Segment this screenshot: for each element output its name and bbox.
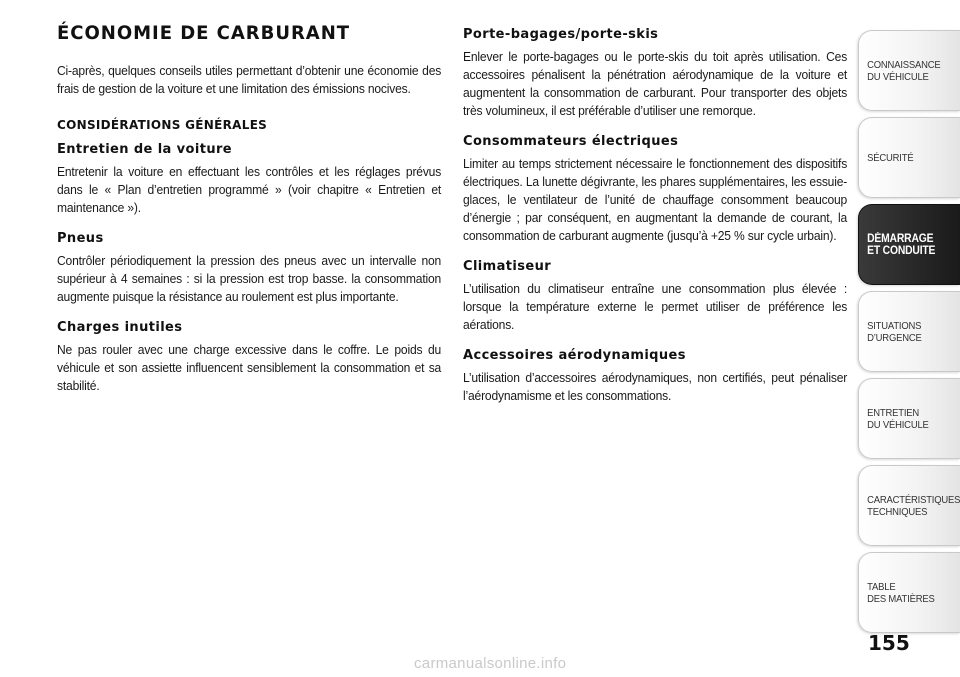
paragraph-pneus: Contrôler périodiquement la pression des pneus avec un intervalle non supérieur à 4 semaines : si la pression est trop basse. la consommation augmente puisque la résistance au roulement est plus importante. — [57, 253, 442, 304]
tab-table-matieres[interactable] — [858, 552, 960, 633]
intro-paragraph: Ci-après, quelques conseils utiles permettant d’obtenir une économie des frais de gestion de la voiture et une limitation des émissions nocives. — [57, 63, 442, 96]
tab-situations-urgence[interactable] — [858, 291, 960, 372]
left-column — [57, 22, 441, 395]
subheading-pneus: Pneus — [57, 231, 104, 246]
right-column — [463, 22, 847, 405]
tab-securite[interactable] — [858, 117, 960, 198]
paragraph-porte-bagages: Enlever le porte-bagages ou le porte-skis du toit après utilisation. Ces accessoires pénalisent la pénétration aérodynamique de la voiture et augmentent la consommation de carburant. Pour transporter des objets très volumineux, il est préférable d’utiliser une remorque. — [463, 49, 848, 118]
subheading-consommateurs: Consommateurs électriques — [463, 134, 679, 149]
tab-label: SITUATIONS D’URGENCE — [867, 319, 922, 344]
paragraph-accessoires: L’utilisation d’accessoires aérodynamiques, non certifiés, peut pénaliser l’aérodynamisme et les consommations. — [463, 370, 848, 403]
page-number: 155 — [868, 631, 910, 655]
subheading-porte-bagages: Porte-bagages/porte-skis — [463, 27, 659, 42]
paragraph-consommateurs: Limiter au temps strictement nécessaire le fonctionnement des dispositifs électriques. La lunette dégivrante, les phares supplémentaires, les essuie-glaces, le ventilateur de l’unité de chauffage consomment beaucoup d’énergie ; par conséquent, en augmentant la demande de courant, la consommation de carburant augmente (jusqu’à +25 % sur cycle urbain). — [463, 156, 848, 243]
tab-connaissance-vehicule[interactable] — [858, 30, 960, 111]
tab-caracteristiques-techniques[interactable] — [858, 465, 960, 546]
tab-label: CONNAISSANCE DU VÉHICULE — [867, 58, 941, 83]
paragraph-climatiseur: L’utilisation du climatiseur entraîne une consommation plus élevée : lorsque la température externe le permet utiliser de préférence les aérations. — [463, 281, 848, 332]
section-heading: CONSIDÉRATIONS GÉNÉRALES — [57, 118, 268, 132]
tab-label: CARACTÉRISTIQUES TECHNIQUES — [867, 493, 960, 518]
chapter-tabs — [858, 30, 960, 639]
subheading-entretien: Entretien de la voiture — [57, 142, 233, 157]
subheading-climatiseur: Climatiseur — [463, 259, 552, 274]
subheading-charges: Charges inutiles — [57, 320, 183, 335]
tab-demarrage-conduite[interactable] — [858, 204, 960, 285]
paragraph-entretien: Entretenir la voiture en effectuant les contrôles et les réglages prévus dans le « Plan d’entretien programmé » (voir chapitre « Entretien et maintenance »). — [57, 164, 442, 215]
tab-label: DÉMARRAGE ET CONDUITE — [867, 232, 936, 257]
paragraph-charges: Ne pas rouler avec une charge excessive dans le coffre. Le poids du véhicule et son assiette influencent sensiblement la consommation et sa stabilité. — [57, 342, 442, 393]
watermark: carmanualsonline.info — [414, 655, 567, 672]
page-title: ÉCONOMIE DE CARBURANT — [57, 22, 351, 44]
tab-label: TABLE DES MATIÈRES — [867, 580, 935, 605]
tab-entretien-vehicule[interactable] — [858, 378, 960, 459]
subheading-accessoires: Accessoires aérodynamiques — [463, 348, 686, 363]
tab-label: ENTRETIEN DU VÉHICULE — [867, 406, 929, 431]
tab-label: SÉCURITÉ — [867, 151, 914, 164]
